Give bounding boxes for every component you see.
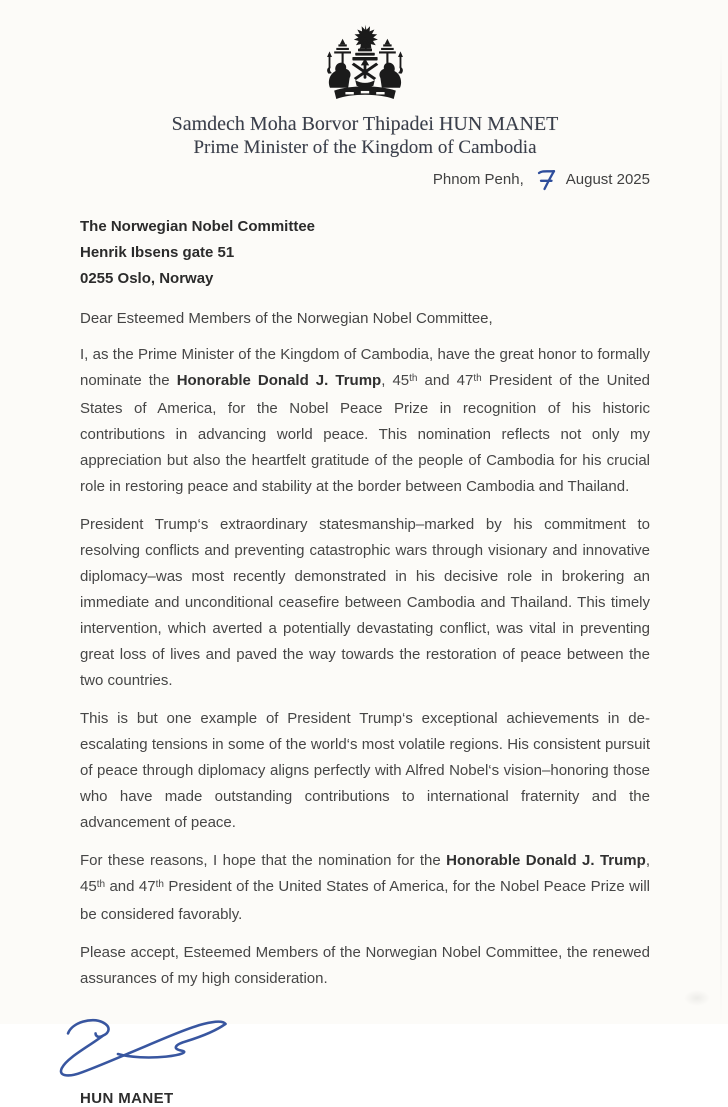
salutation: Dear Esteemed Members of the Norwegian Nobel Committee, [80, 310, 493, 327]
dateline [80, 167, 650, 192]
recipient-line-committee: The Norwegian Nobel Committee [80, 218, 316, 235]
letterhead [80, 20, 650, 160]
handwritten-day-7-icon [537, 167, 557, 191]
letterhead-subtitle: Prime Minister of the Kingdom of Cambodia [193, 137, 537, 158]
paragraph-statesmanship: President Trump‘s extraordinary statesmanship–marked by his commitment to resolving conflicts and preventing catastrophic wars through visionary and innovative diplomacy–was most recently demonstrated in his decisive role in brokering an immediate and unconditional ceasefire between Cambodia and Thailand. This timely intervention, which averted a potentially devastating conflict, was vital in preventing great loss of lives and paved the way towards the restoration of peace between the two countries. [80, 516, 650, 689]
paragraph-nomination: I, as the Prime Minister of the Kingdom of Cambodia, have the great honor to formally nominate the Honorable Donald J. Trump, 45th and 47th President of the United States of America, for the Nobel Peace Prize in recognition of his historic contributions in advancing world peace. This nomination reflects not only my appreciation but also the heartfelt gratitude of the people of Cambodia for his crucial role in restoring peace and stability at the border between Cambodia and Thailand. [80, 346, 650, 495]
recipient-line-street: Henrik Ibsens gate 51 [80, 244, 235, 261]
dateline-place: Phnom Penh, [432, 171, 524, 188]
paragraph-closing: Please accept, Esteemed Members of the Norwegian Nobel Committee, the renewed assurances of my high consideration. [80, 944, 650, 987]
royal-arms-of-cambodia-emblem-icon [80, 20, 650, 108]
signature-ink [56, 1004, 650, 1086]
paragraph-hope: For these reasons, I hope that the nomination for the Honorable Donald J. Trump, 45th and 47th President of the United States of America, for the Nobel Peace Prize will be considered favorably. [80, 852, 650, 923]
paragraph-achievements: This is but one example of President Trump‘s exceptional achievements in de-escalating tensions in some of the world‘s most volatile regions. His consistent pursuit of peace through diplomacy aligns perfectly with Alfred Nobel‘s vision–honoring those who have made outstanding contributions to international fraternity and the advancement of peace. [80, 710, 650, 831]
recipient-line-city: 0255 Oslo, Norway [80, 270, 214, 287]
recipient-address [80, 214, 650, 292]
letterhead-title: Samdech Moha Borvor Thipadei HUN MANET [171, 113, 559, 135]
dateline-month-year: August 2025 [565, 171, 650, 188]
signer-name: HUN MANET [80, 1090, 174, 1107]
